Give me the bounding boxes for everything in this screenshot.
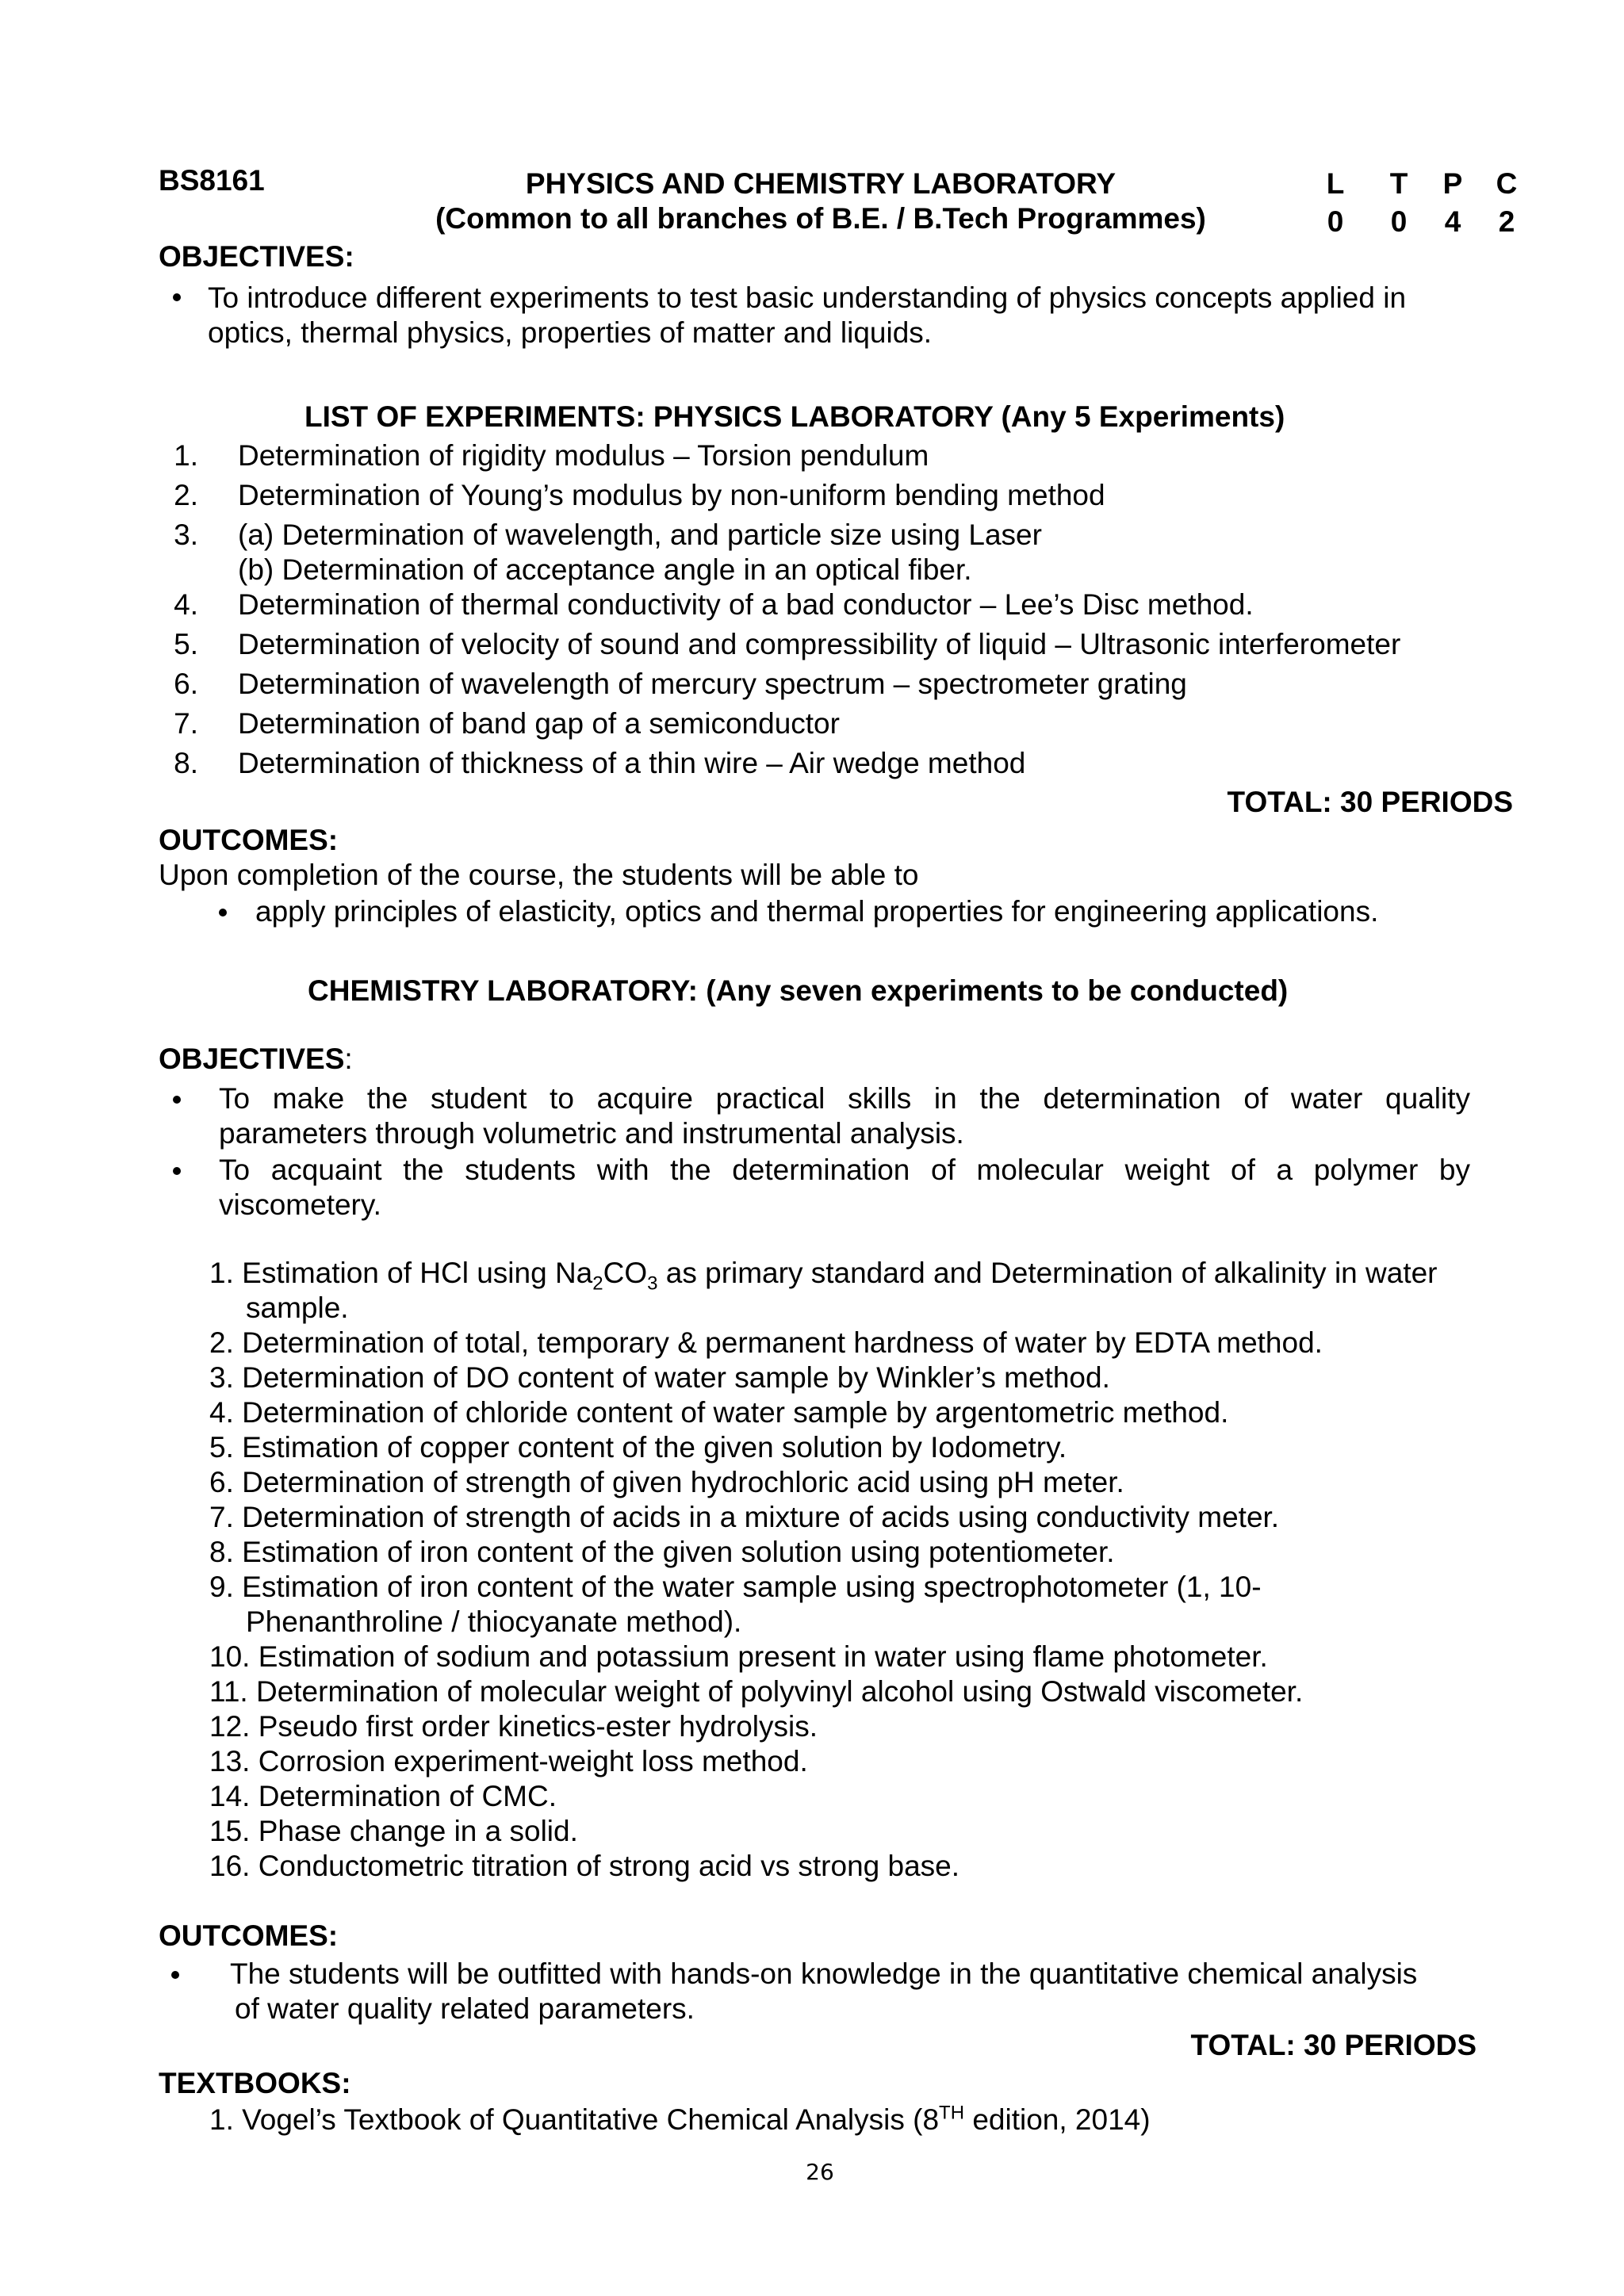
course-code: BS8161	[159, 164, 265, 197]
chemistry-heading: CHEMISTRY LABORATORY: (Any seven experiments to be conducted)	[308, 974, 1289, 1007]
ltpc-value-l: 0	[1327, 205, 1344, 238]
physics-outcome-1: apply principles of elasticity, optics and thermal properties for engineering applications.	[255, 895, 1379, 928]
physics-objective-line2: optics, thermal physics, properties of matter and liquids.	[208, 316, 933, 349]
chemistry-objective-1-line1: To make the student to acquire practical skills in the determination of water quality	[219, 1082, 1470, 1115]
list-item: 12. Pseudo first order kinetics-ester hydrolysis.	[209, 1710, 818, 1743]
chemistry-objective-1-line2: parameters through volumetric and instrumental analysis.	[219, 1117, 964, 1150]
list-item: 7. Determination of strength of acids in a mixture of acids using conductivity meter.	[209, 1501, 1280, 1533]
bullet-icon	[171, 1971, 179, 1979]
textbook-item: 1. Vogel’s Textbook of Quantitative Chemical Analysis (8TH edition, 2014)	[209, 2102, 1151, 2136]
list-item: 2. Determination of total, temporary & permanent hardness of water by EDTA method.	[209, 1326, 1323, 1359]
chemistry-objectives-heading: OBJECTIVES:	[159, 1043, 353, 1075]
list-item: 13. Corrosion experiment-weight loss method.	[209, 1745, 808, 1777]
list-item: 1. Estimation of HCl using $Na_2CO_3$ as primary standard and Determination of alkalinity in water	[209, 1257, 1438, 1295]
list-item: 14. Determination of CMC.	[209, 1780, 557, 1812]
page-number: 26	[806, 2159, 834, 2185]
list-item: 9. Estimation of iron content of the water sample using spectrophotometer (1, 10-	[209, 1571, 1262, 1603]
list-item: 11. Determination of molecular weight of polyvinyl alcohol using Ostwald viscometer.	[209, 1675, 1304, 1708]
bullet-icon	[173, 1096, 181, 1104]
list-item: 8. Estimation of iron content of the given solution using potentiometer.	[209, 1536, 1115, 1568]
ltpc-label-l: L	[1326, 167, 1345, 200]
ltpc-value-c: 2	[1498, 205, 1515, 238]
ltpc-label-p: P	[1442, 167, 1463, 200]
chemistry-objective-2-line2: viscometery.	[219, 1188, 381, 1221]
bullet-icon	[219, 909, 227, 916]
chemistry-outcome-line1: The students will be outfitted with hands-on knowledge in the quantitative chemical analysis	[230, 1957, 1418, 1990]
course-subtitle: (Common to all branches of B.E. / B.Tech Programmes)	[435, 202, 1206, 235]
list-item: 10. Estimation of sodium and potassium present in water using flame photometer.	[209, 1640, 1268, 1673]
list-item: 15. Phase change in a solid.	[209, 1815, 578, 1847]
chemistry-objective-2-line1: To acquaint the students with the determination of molecular weight of a polymer by	[219, 1154, 1470, 1186]
ltpc-label-t: T	[1389, 167, 1408, 200]
physics-objectives-heading: OBJECTIVES:	[159, 240, 354, 273]
list-item: 5. Estimation of copper content of the given solution by Iodometry.	[209, 1431, 1067, 1464]
ltpc-value-p: 4	[1444, 205, 1461, 238]
list-item: 4. Determination of chloride content of water sample by argentometric method.	[209, 1396, 1229, 1429]
bullet-icon	[173, 1167, 181, 1175]
ltpc-value-t: 0	[1390, 205, 1408, 238]
chemistry-total-periods: TOTAL: 30 PERIODS	[1190, 2029, 1477, 2061]
physics-total-periods: TOTAL: 30 PERIODS	[1227, 786, 1513, 818]
course-title: PHYSICS AND CHEMISTRY LABORATORY	[525, 167, 1116, 200]
chemistry-outcomes-heading: OUTCOMES:	[159, 1919, 339, 1952]
bullet-icon	[173, 293, 181, 301]
list-item: 16. Conductometric titration of strong acid vs strong base.	[209, 1850, 960, 1882]
ltpc-label-c: C	[1496, 167, 1518, 200]
list-item: 6. Determination of strength of given hydrochloric acid using pH meter.	[209, 1466, 1124, 1498]
chemistry-outcome-line2: of water quality related parameters.	[235, 1992, 695, 2025]
physics-outcomes-intro: Upon completion of the course, the students will be able to	[159, 859, 919, 891]
physics-list-heading: LIST OF EXPERIMENTS: PHYSICS LABORATORY (Any 5 Experiments)	[304, 400, 1285, 433]
list-item: 3. Determination of DO content of water sample by Winkler’s method.	[209, 1361, 1110, 1394]
list-item-continuation: sample.	[246, 1292, 349, 1324]
physics-objective-line1: To introduce different experiments to test basic understanding of physics concepts applied in	[208, 281, 1407, 314]
physics-outcomes-heading: OUTCOMES:	[159, 824, 339, 856]
textbooks-heading: TEXTBOOKS:	[159, 2067, 351, 2099]
list-item-continuation: Phenanthroline / thiocyanate method).	[246, 1605, 742, 1638]
